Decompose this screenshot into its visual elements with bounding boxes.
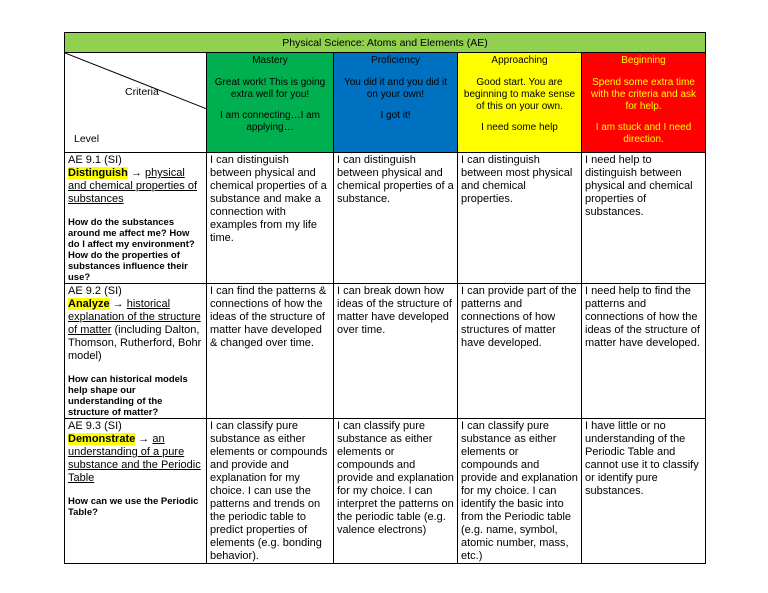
- header-approaching: [458, 53, 582, 153]
- arrow-glyph: →: [135, 433, 153, 445]
- level-feeling: I am connecting…I am applying…: [219, 110, 321, 133]
- rubric-cell: I need help to find the patterns and connections of how the ideas of the structure of matter have developed.: [582, 284, 706, 419]
- level-description: You did it and you did it on your own!: [343, 77, 448, 100]
- table-row: [65, 419, 706, 564]
- header-mastery: [207, 53, 334, 153]
- level-description: Good start. You are beginning to make sense of this on your own.: [463, 77, 576, 112]
- rubric-cell: I can break down how ideas of the structure of matter have developed over time.: [334, 284, 458, 419]
- rubric-cell: I can classify pure substance as either elements or compounds and provide and explanation for my choice. I can use the patterns and trends on the periodic table to predict properties of elements (e.g. bonding behavior).: [207, 419, 334, 564]
- corner-cell: [65, 53, 207, 153]
- standard-cell: [65, 419, 207, 564]
- criteria-label: Criteria: [125, 86, 159, 98]
- arrow-glyph: →: [127, 167, 146, 179]
- level-feeling: I got it!: [380, 110, 411, 121]
- rubric-cell: I can classify pure substance as either elements or compounds and provide and explanation for my choice. I can identify the basic into from the Periodic table (e.g. name, symbol, atomic number, mass, etc.): [458, 419, 582, 564]
- essential-question: How do the substances around me affect me? How do I affect my environment? How do the properties of substances influence their use?: [68, 217, 195, 283]
- rubric-cell: I can find the patterns & connections of how the ideas of the structure of matter have developed & changed over time.: [207, 284, 334, 419]
- essential-question: How can historical models help shape our understanding of the structure of matter?: [68, 374, 188, 418]
- standard-verb: Demonstrate: [68, 433, 136, 445]
- standard-topic-rest: (including Dalton, Thomson, Rutherford, Bohr model): [68, 324, 202, 362]
- rubric-cell: I can distinguish between physical and chemical properties of a substance and make a connection with examples from my life time.: [207, 153, 334, 284]
- standard-code: AE 9.1 (SI): [68, 154, 122, 166]
- title-row: [65, 33, 706, 53]
- standard-code: AE 9.2 (SI): [68, 285, 122, 297]
- rubric-cell: I have little or no understanding of the Periodic Table and cannot use it to classify or identify pure substances.: [582, 419, 706, 564]
- level-name: Proficiency: [371, 55, 420, 66]
- level-label: Level: [74, 133, 100, 145]
- essential-question: How can we use the Periodic Table?: [68, 496, 199, 518]
- level-description: Spend some extra time with the criteria and ask for help.: [590, 77, 697, 112]
- table-row: [65, 284, 706, 419]
- level-feeling: I am stuck and I need direction.: [595, 122, 692, 145]
- header-proficiency: [334, 53, 458, 153]
- standard-cell: [65, 153, 207, 284]
- table-row: [65, 153, 706, 284]
- rubric-cell: I can distinguish between most physical and chemical properties.: [458, 153, 582, 284]
- rubric-cell: I need help to distinguish between physical and chemical properties of substances.: [582, 153, 706, 284]
- arrow-glyph: →: [109, 298, 127, 310]
- rubric-table: [64, 32, 706, 564]
- rubric-title: Physical Science: Atoms and Elements (AE): [65, 33, 706, 53]
- header-beginning: [582, 53, 706, 153]
- level-description: Great work! This is going extra well for you!: [214, 77, 326, 100]
- header-row: [65, 53, 706, 153]
- standard-verb: Distinguish: [68, 167, 128, 179]
- level-name: Approaching: [491, 55, 548, 66]
- standard-verb: Analyze: [68, 298, 110, 310]
- standard-code: AE 9.3 (SI): [68, 420, 122, 432]
- standard-cell: [65, 284, 207, 419]
- rubric-cell: I can distinguish between physical and chemical properties of a substance.: [334, 153, 458, 284]
- level-feeling: I need some help: [481, 122, 558, 133]
- standard-topic: an understanding of a pure substance and the Periodic Table: [68, 433, 201, 484]
- standard-topic: physical and chemical properties of substances: [68, 167, 198, 205]
- level-name: Mastery: [252, 55, 288, 66]
- standard-topic: historical explanation of the structure of matter: [68, 298, 201, 336]
- rubric-cell: I can classify pure substance as either elements or compounds and provide and explanation for my choice. I can interpret the patterns on the periodic table (e.g. valence electrons): [334, 419, 458, 564]
- level-name: Beginning: [621, 55, 666, 66]
- rubric-cell: I can provide part of the patterns and connections of how structures of matter have developed.: [458, 284, 582, 419]
